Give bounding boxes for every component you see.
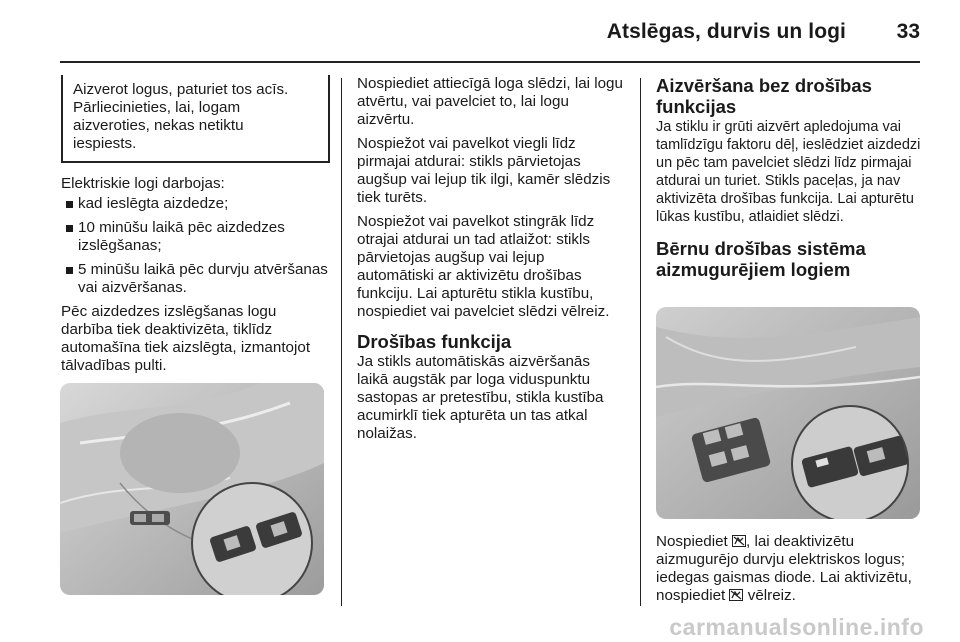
- safety-paragraph: Ja stikls automātiskās aizvēršanās laikā augstāk par loga viduspunktu sastopas ar pretestību, stikla kustība acumirklī tiek apturēta un tas atkal nolaižas.: [357, 353, 604, 442]
- child-lock-text-c: vēlreiz.: [747, 587, 796, 604]
- warning-line: aizveroties, nekas netiktu: [73, 117, 244, 134]
- section-heading-safety: Drošības funkcija: [357, 331, 512, 352]
- page-title: Atslēgas, durvis un logi: [606, 20, 846, 43]
- first-stop-paragraph: Nospiežot vai pavelkot viegli līdz pirmajai atdurai: stikls pārvietojas augšup vai lejup tik ilgi, kamēr slēdzis tiek turēts.: [357, 135, 611, 206]
- column-divider: [640, 78, 641, 606]
- child-lock-text-a: Nospiediet: [656, 533, 728, 550]
- page-number: 33: [896, 20, 920, 43]
- second-stop-paragraph: Nospiežot vai pavelkot stingrāk līdz otrajai atdurai un tad atlaižot: stikls pārvietojas augšup vai lejup automātiski ar aktivizētu drošības funkciju. Lai apturētu stikla kustību, nospiediet vai pavelciet slēdzi vēlreiz.: [357, 213, 610, 320]
- column-divider: [341, 78, 342, 606]
- column-2: [357, 75, 623, 449]
- windows-intro: Elektriskie logi darbojas:: [61, 175, 225, 192]
- warning-line: Aizverot logus, paturiet tos acīs.: [73, 81, 289, 98]
- window-switch-illustration-rear: [656, 307, 920, 519]
- warning-line: Pārliecinieties, lai, logam: [73, 99, 241, 116]
- list-item: kad ieslēgta aizdedze;: [61, 195, 329, 213]
- column-1: [61, 75, 329, 381]
- warning-box: [61, 75, 330, 163]
- window-switch-illustration-front: [60, 383, 324, 595]
- header-divider: [60, 61, 920, 63]
- section-heading-child-lock: Bērnu drošības sistēma aizmugurējiem logiem: [656, 238, 866, 280]
- deactivation-paragraph: Pēc aizdedzes izslēgšanas logu darbība tiek deaktivizēta, tiklīdz automašīna tiek aizslēgta, izmantojot tālvadības pulti.: [61, 303, 311, 374]
- section-heading-no-safety: Aizvēršana bez drošības funkcijas: [656, 75, 872, 117]
- list-item: 5 minūšu laikā pēc durvju atvēršanas vai aizvēršanas.: [61, 261, 329, 297]
- child-lock-text-b: , lai deaktivizētu aizmugurējo durvju elektriskos logus; iedegas gaismas diode. Lai aktivizētu, nospiediet: [656, 533, 912, 604]
- operation-paragraph: Nospiediet attiecīgā loga slēdzi, lai logu atvērtu, vai pavelciet to, lai logu aizvērtu.: [357, 75, 623, 128]
- child-lock-icon: [732, 534, 746, 546]
- watermark: carmanualsonline.info: [669, 614, 924, 640]
- no-safety-paragraph: Ja stiklu ir grūti aizvērt apledojuma vai tamlīdzīgu faktoru dēļ, ieslēdziet aizdedzi un pēc tam pavelciet slēdzi līdz pirmajai atdurai un turiet. Stikls paceļas, ja nav aktivizēta drošības funkcija. Lai apturētu lūkas kustību, atlaidiet slēdzi.: [656, 119, 921, 225]
- list-item: 10 minūšu laikā pēc aizdedzes izslēgšanas;: [61, 219, 329, 255]
- warning-line: iespiests.: [73, 135, 137, 152]
- column-3: [656, 75, 924, 281]
- child-lock-icon: [729, 588, 743, 600]
- child-lock-paragraph: [656, 533, 928, 605]
- condition-list: [61, 195, 329, 297]
